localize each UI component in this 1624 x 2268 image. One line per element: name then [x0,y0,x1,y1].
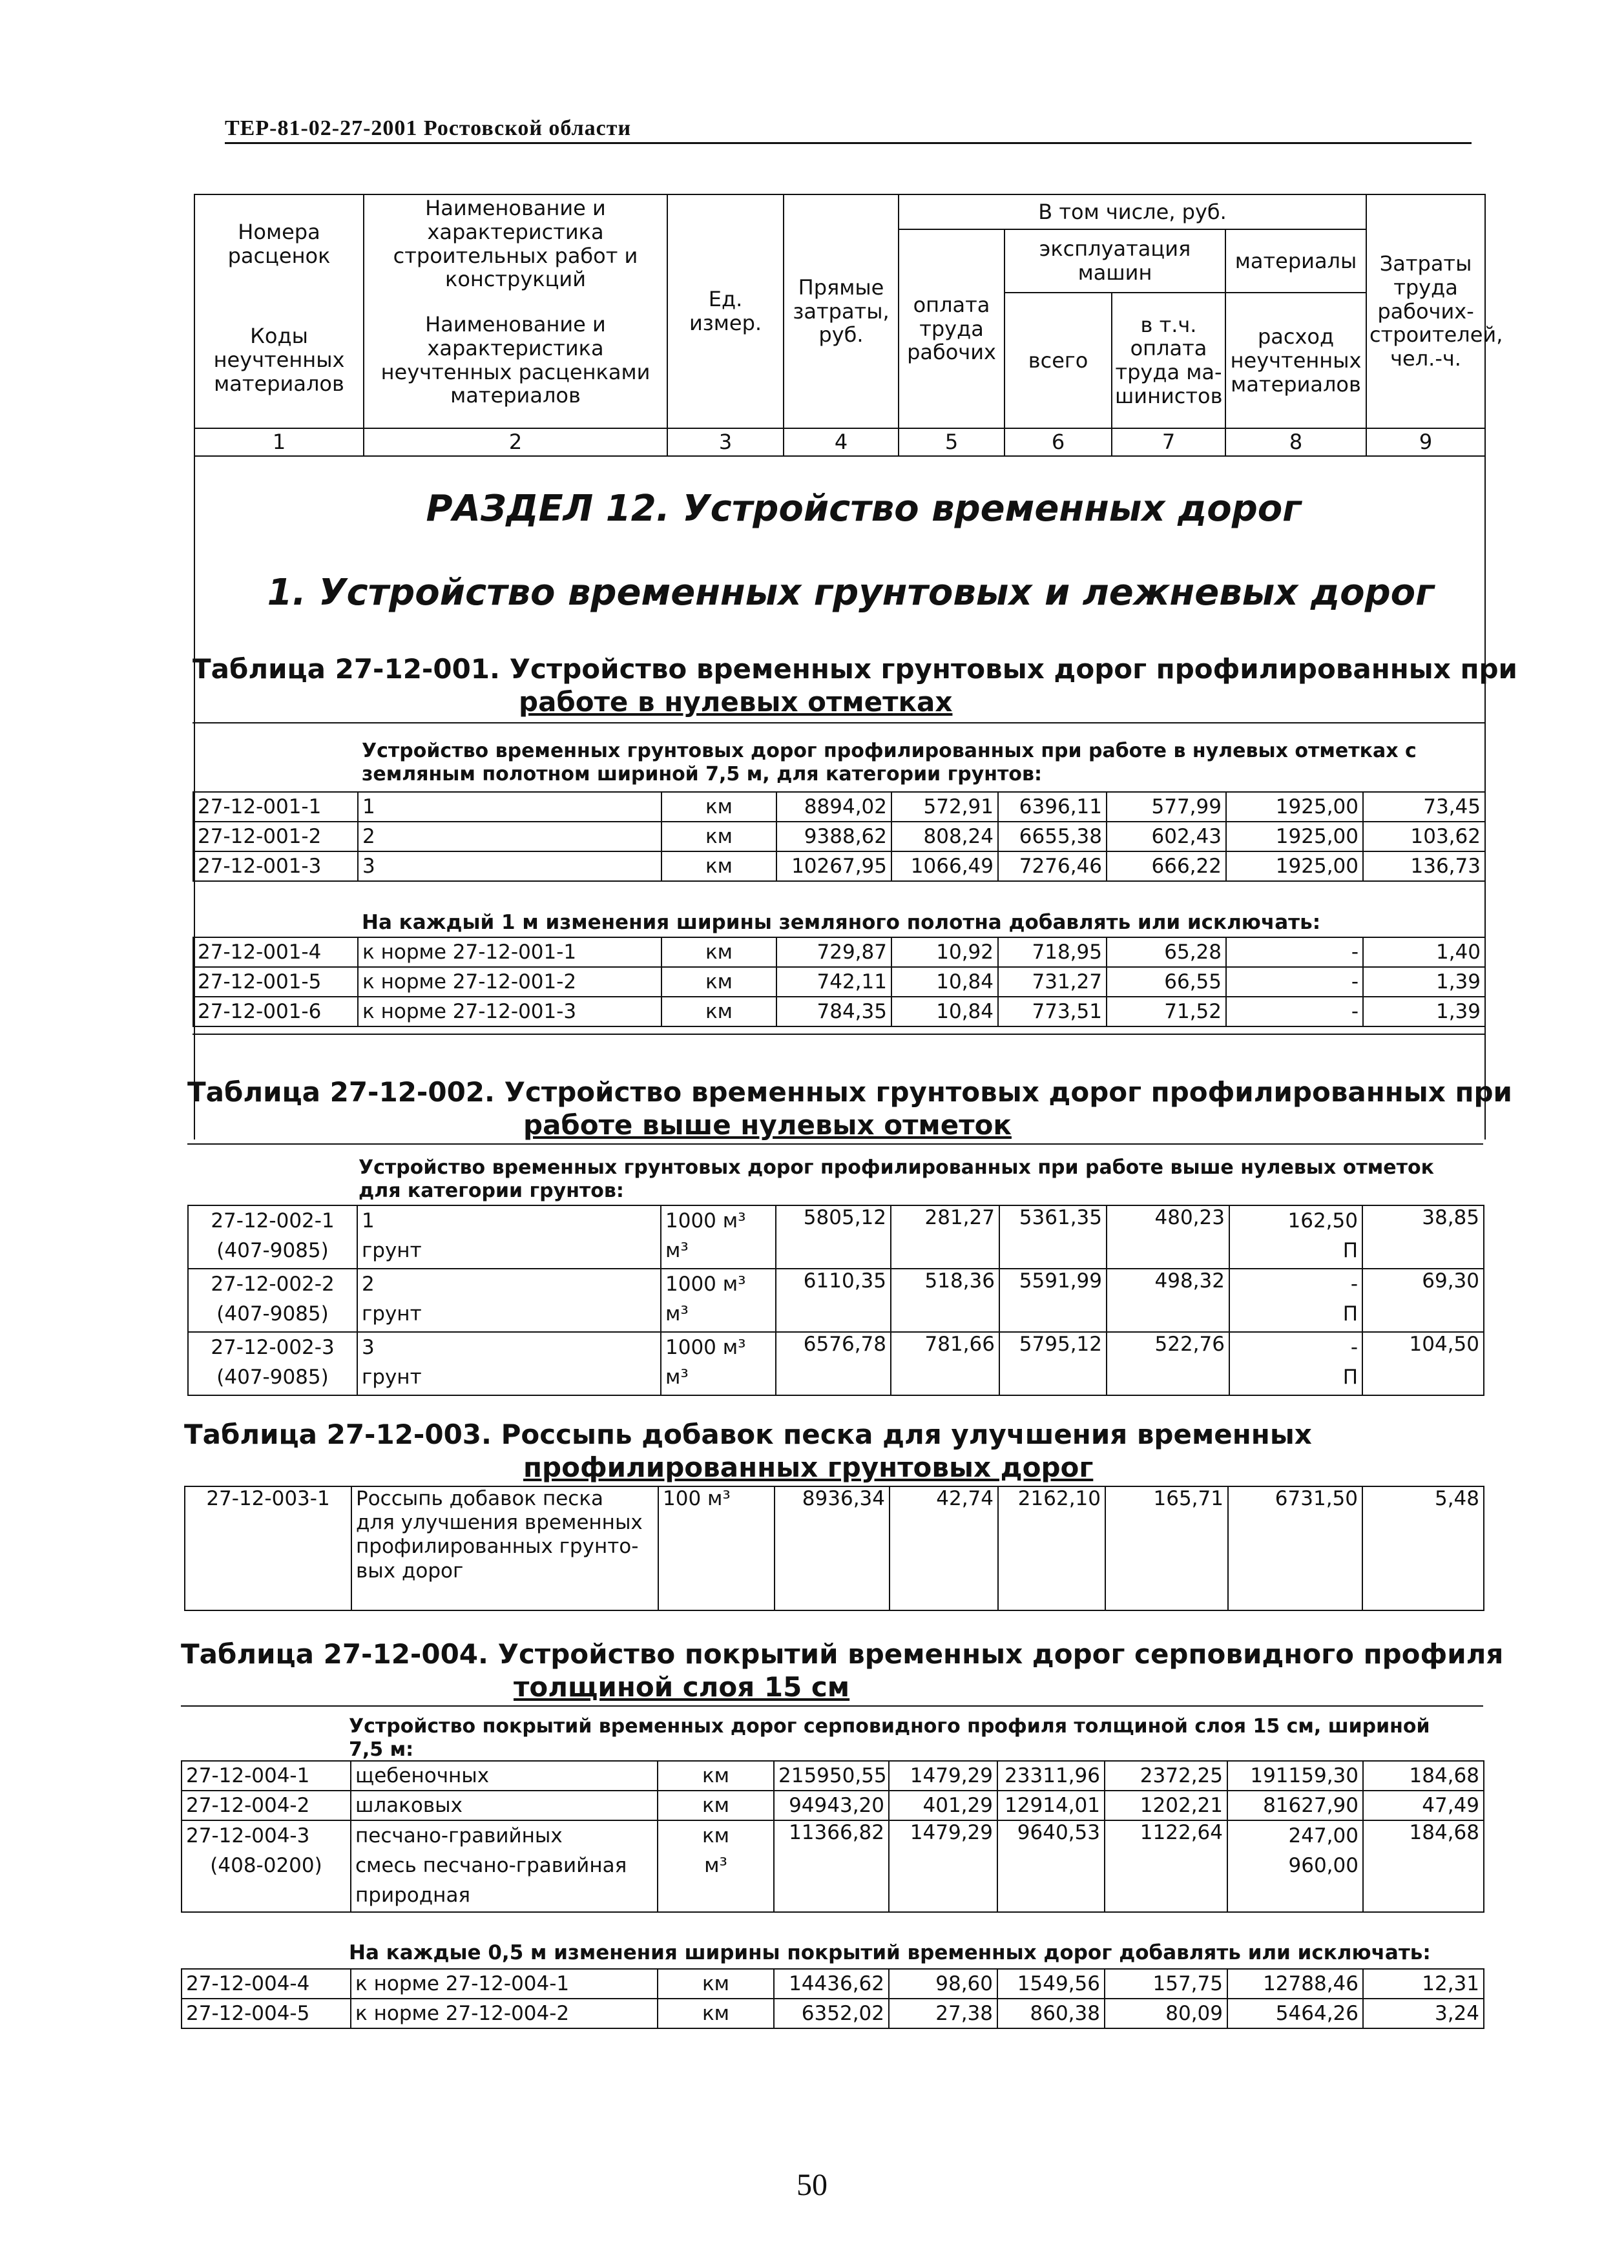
rate-name: 3 [358,851,661,881]
header-labor-hours: Затраты труда рабочих-строителей, чел.-ч. [1366,194,1485,428]
rate-unit: км [658,1999,774,2028]
rate-unit: км [661,851,776,881]
direct-costs: 215950,55 [774,1761,889,1791]
header-number-5: 5 [899,428,1005,456]
table2-rows [187,1205,1484,1396]
header-number-7: 7 [1112,428,1225,456]
header-direct-costs: Прямые затраты, руб. [784,194,899,428]
header-number-9: 9 [1366,428,1485,456]
unit-material: м³ [665,1366,689,1389]
table-row [193,851,1485,881]
rate-name [357,1205,661,1269]
page-number: 50 [796,2168,828,2202]
machines-total: 2162,10 [998,1486,1105,1610]
table4-rows [181,1760,1484,1913]
table-row [182,1761,1484,1791]
direct-costs: 8936,34 [775,1486,890,1610]
machines-total: 6655,38 [998,822,1107,851]
name-line: для улучшения временных [356,1511,643,1535]
direct-costs: 784,35 [776,997,891,1026]
rate-code [188,1269,357,1332]
direct-costs: 742,11 [776,967,891,997]
materials-cost: 191159,30 [1227,1761,1363,1791]
rate-code [188,1332,357,1395]
direct-costs: 6352,02 [774,1999,889,2028]
table1-adjustment-heading: На каждый 1 м изменения ширины земляного полотна добавлять или исключать: [362,911,1321,934]
table-row [182,1999,1484,2028]
rate-code: 27-12-001-2 [193,822,358,851]
rate-code [188,1205,357,1269]
header-material-codes: Коды неучтенных материалов [194,293,364,428]
header-including-group: В том числе, руб. [899,194,1366,229]
materials-cost: 1925,00 [1226,822,1363,851]
machinists-pay: 602,43 [1107,822,1226,851]
header-number-6: 6 [1005,428,1112,456]
materials-cost: - [1226,937,1363,967]
header-labor-pay: оплата труда рабочих [899,229,1005,428]
labor-pay: 518,36 [891,1269,999,1332]
soil-category: 2 [362,1273,375,1296]
labor-hours: 69,30 [1362,1269,1484,1332]
rate-name: к норме 27-12-001-2 [358,967,661,997]
rate-code [182,1820,351,1912]
rate-name [351,1486,658,1610]
unit-main: 1000 м³ [665,1336,746,1359]
labor-pay: 401,29 [889,1791,997,1820]
labor-hours: 3,24 [1363,1999,1484,2028]
header-number-1: 1 [194,428,364,456]
machines-total: 773,51 [998,997,1107,1026]
direct-costs: 94943,20 [774,1791,889,1820]
section-title: РАЗДЕЛ 12. Устройство временных дорог [426,488,1302,530]
name-line: смесь песчано-гравийная [355,1854,627,1877]
table4-caption [181,1638,1503,1703]
rate-unit [661,1205,776,1269]
rate-unit [661,1332,776,1395]
table4-adjustment-rows [181,1968,1484,2029]
machinists-pay: 165,71 [1105,1486,1228,1610]
table-row [182,1791,1484,1820]
machinists-pay: 2372,25 [1105,1761,1227,1791]
name-line: природная [355,1884,471,1907]
table3-rows [184,1486,1484,1611]
rate-name [351,1820,658,1912]
rate-unit: км [658,1761,774,1791]
header-materials: материалы [1225,229,1366,293]
rate-unit: км [661,822,776,851]
machinists-pay: 71,52 [1107,997,1226,1026]
material-code: (407-9085) [216,1302,329,1326]
rate-name: 2 [358,822,661,851]
labor-hours: 1,40 [1363,937,1485,967]
machinists-pay: 480,23 [1107,1205,1229,1269]
table4-adjustment-heading: На каждые 0,5 м изменения ширины покрытий временных дорог добавлять или исключать: [349,1941,1431,1964]
materials-cost [1229,1269,1362,1332]
table-row [188,1205,1484,1269]
material-consumption: П [1342,1239,1358,1262]
labor-pay: 42,74 [890,1486,998,1610]
unit-main: 1000 м³ [665,1273,746,1296]
direct-costs: 8894,02 [776,792,891,822]
header-unit: Ед. измер. [667,194,784,428]
labor-hours: 1,39 [1363,967,1485,997]
rate-code-number: 27-12-002-1 [211,1209,335,1233]
header-number-3: 3 [667,428,784,456]
unit-material: м³ [665,1239,689,1262]
header-machines-total: всего [1005,293,1112,428]
name-line: профилированных грунто- [356,1535,639,1559]
column-header-table [194,194,1503,457]
table1-adjustment-rows [193,937,1486,1027]
table-row [182,1820,1484,1912]
materials-value: 247,00 [1288,1824,1359,1847]
materials-cost [1229,1332,1362,1395]
machinists-pay: 1202,21 [1105,1791,1227,1820]
header-rate-numbers: Номера расценок [194,194,364,293]
materials-cost [1227,1820,1363,1912]
machinists-pay: 80,09 [1105,1999,1227,2028]
labor-hours: 38,85 [1362,1205,1484,1269]
labor-hours: 103,62 [1363,822,1485,851]
machines-total: 860,38 [997,1999,1105,2028]
rate-unit [658,1820,774,1912]
materials-cost: 1925,00 [1226,792,1363,822]
labor-hours: 73,45 [1363,792,1485,822]
direct-costs: 6576,78 [776,1332,891,1395]
table-row [193,792,1485,822]
machinists-pay: 66,55 [1107,967,1226,997]
machines-total: 731,27 [998,967,1107,997]
materials-value: 162,50 [1287,1209,1358,1233]
table2-caption [187,1076,1512,1141]
rate-code: 27-12-001-6 [193,997,358,1026]
materials-cost: 1925,00 [1226,851,1363,881]
rate-name: шлаковых [351,1791,658,1820]
direct-costs: 6110,35 [776,1269,891,1332]
unit-main: 1000 м³ [665,1209,746,1233]
labor-hours: 47,49 [1363,1791,1484,1820]
rate-name: к норме 27-12-001-3 [358,997,661,1026]
materials-cost: 5464,26 [1227,1999,1363,2028]
material-consumption: П [1342,1366,1358,1389]
rate-name: к норме 27-12-001-1 [358,937,661,967]
direct-costs: 10267,95 [776,851,891,881]
labor-hours: 104,50 [1362,1332,1484,1395]
material-name: грунт [362,1366,422,1389]
soil-category: 3 [362,1336,375,1359]
rate-unit: км [661,792,776,822]
machines-total: 5795,12 [999,1332,1107,1395]
rate-code: 27-12-001-5 [193,967,358,997]
table2-caption-line1: Таблица 27-12-002. Устройство временных грунтовых дорог профилированных при [187,1076,1512,1108]
materials-cost: - [1226,967,1363,997]
table1-caption-line2: работе в нулевых отметках [519,686,953,718]
rate-code-number: 27-12-002-3 [211,1336,335,1359]
machines-total: 1549,56 [997,1969,1105,1999]
rate-code: 27-12-004-2 [182,1791,351,1820]
header-machinists-pay: в т.ч. оплата труда ма-шинистов [1112,293,1225,428]
soil-category: 1 [362,1209,375,1233]
table-row [193,822,1485,851]
machinists-pay: 1122,64 [1105,1820,1227,1912]
direct-costs: 9388,62 [776,822,891,851]
machinists-pay: 157,75 [1105,1969,1227,1999]
labor-pay: 808,24 [891,822,998,851]
table2-caption-line2: работе выше нулевых отметок [523,1109,1012,1141]
labor-hours: 5,48 [1362,1486,1484,1610]
rate-name: к норме 27-12-004-2 [351,1999,658,2028]
table1-caption-line1: Таблица 27-12-001. Устройство временных грунтовых дорог профилированных при [193,653,1517,685]
labor-pay: 98,60 [889,1969,997,1999]
rate-code: 27-12-003-1 [185,1486,351,1610]
rate-unit [661,1269,776,1332]
table4-caption-line2: толщиной слоя 15 см [514,1671,850,1703]
unit-main: км [702,1824,730,1847]
labor-hours: 1,39 [1363,997,1485,1026]
materials-value: - [1350,1336,1358,1359]
rate-code: 27-12-001-1 [193,792,358,822]
material-consumption: 960,00 [1288,1854,1359,1877]
labor-pay: 10,92 [891,937,998,967]
header-material-names: Наименование и характеристика неучтенных расценками материалов [364,293,667,428]
labor-hours: 184,68 [1363,1820,1484,1912]
rate-code: 27-12-004-5 [182,1999,351,2028]
table1-caption [193,652,1517,718]
machinists-pay: 65,28 [1107,937,1226,967]
materials-cost: - [1226,997,1363,1026]
labor-hours: 184,68 [1363,1761,1484,1791]
machinists-pay: 577,99 [1107,792,1226,822]
section-subtitle: 1. Устройство временных грунтовых и лежневых дорог [267,572,1435,614]
labor-hours: 136,73 [1363,851,1485,881]
name-line: Россыпь добавок песка [356,1487,604,1510]
table-row [193,937,1485,967]
machinists-pay: 522,76 [1107,1332,1229,1395]
machines-total: 7276,46 [998,851,1107,881]
table1-subheading: Устройство временных грунтовых дорог профилированных при работе в нулевых отметках с земляным полотном шириной 7,5 м, для категории грунтов: [362,740,1417,785]
machines-total: 5591,99 [999,1269,1107,1332]
direct-costs: 14436,62 [774,1969,889,1999]
rate-code: 27-12-001-3 [193,851,358,881]
table4-subheading: Устройство покрытий временных дорог серповидного профиля толщиной слоя 15 см, шириной 7,5 м: [349,1715,1430,1761]
table1-rows [193,791,1486,882]
labor-pay: 781,66 [891,1332,999,1395]
rate-name: щебеночных [351,1761,658,1791]
labor-pay: 10,84 [891,997,998,1026]
table3-caption-line2: профилированных грунтовых дорог [523,1451,1094,1484]
table-row [193,997,1485,1026]
header-number-2: 2 [364,428,667,456]
rate-code: 27-12-004-4 [182,1969,351,1999]
material-code: (407-9085) [216,1239,329,1262]
direct-costs: 729,87 [776,937,891,967]
unit-material: м³ [665,1302,689,1326]
materials-cost: 6731,50 [1228,1486,1362,1610]
labor-pay: 27,38 [889,1999,997,2028]
header-number-8: 8 [1225,428,1366,456]
machines-total: 23311,96 [997,1761,1105,1791]
labor-pay: 572,91 [891,792,998,822]
rate-unit: км [661,937,776,967]
materials-cost: 81627,90 [1227,1791,1363,1820]
direct-costs: 5805,12 [776,1205,891,1269]
header-work-name: Наименование и характеристика строительных работ и конструкций [364,194,667,293]
unit-material: м³ [704,1854,727,1877]
rate-unit: км [661,997,776,1026]
direct-costs: 11366,82 [774,1820,889,1912]
rate-code-number: 27-12-002-2 [211,1273,335,1296]
material-name: грунт [362,1302,422,1326]
material-name: грунт [362,1239,422,1262]
materials-value: - [1350,1273,1358,1296]
labor-pay: 1479,29 [889,1820,997,1912]
labor-pay: 281,27 [891,1205,999,1269]
document-title: ТЕР-81-02-27-2001 Ростовской области [225,116,1472,144]
rate-name [357,1269,661,1332]
rate-code: 27-12-004-1 [182,1761,351,1791]
table4-caption-line1: Таблица 27-12-004. Устройство покрытий временных дорог серповидного профиля [181,1638,1504,1670]
materials-cost [1229,1205,1362,1269]
table-row [185,1486,1484,1610]
machines-total: 6396,11 [998,792,1107,822]
machines-total: 12914,01 [997,1791,1105,1820]
rate-code-number: 27-12-004-3 [186,1824,310,1847]
material-code: (407-9085) [216,1366,329,1389]
rate-unit: км [661,967,776,997]
materials-cost: 12788,46 [1227,1969,1363,1999]
table-row [193,967,1485,997]
labor-pay: 10,84 [891,967,998,997]
header-material-consumption: расход неучтенных материалов [1225,293,1366,428]
table-row [188,1332,1484,1395]
name-line: песчано-гравийных [355,1824,563,1847]
table3-caption [184,1418,1312,1484]
machinists-pay: 498,32 [1107,1269,1229,1332]
labor-pay: 1066,49 [891,851,998,881]
rate-code: 27-12-001-4 [193,937,358,967]
rate-name: 1 [358,792,661,822]
table3-caption-line1: Таблица 27-12-003. Россыпь добавок песка для улучшения временных [184,1419,1312,1450]
labor-pay: 1479,29 [889,1761,997,1791]
labor-hours: 12,31 [1363,1969,1484,1999]
rate-unit: км [658,1791,774,1820]
table-row [182,1969,1484,1999]
machines-total: 718,95 [998,937,1107,967]
material-code: (408-0200) [210,1854,322,1877]
rate-unit: 100 м³ [658,1486,775,1610]
table-row [188,1269,1484,1332]
rate-name: к норме 27-12-004-1 [351,1969,658,1999]
rate-unit: км [658,1969,774,1999]
machines-total: 9640,53 [997,1820,1105,1912]
header-machine-operation: эксплуатация машин [1005,229,1225,293]
table2-subheading: Устройство временных грунтовых дорог профилированных при работе выше нулевых отметок для категории грунтов: [359,1156,1434,1202]
header-number-4: 4 [784,428,899,456]
rate-name [357,1332,661,1395]
machinists-pay: 666,22 [1107,851,1226,881]
name-line: вых дорог [356,1559,464,1583]
machines-total: 5361,35 [999,1205,1107,1269]
material-consumption: П [1342,1302,1358,1326]
